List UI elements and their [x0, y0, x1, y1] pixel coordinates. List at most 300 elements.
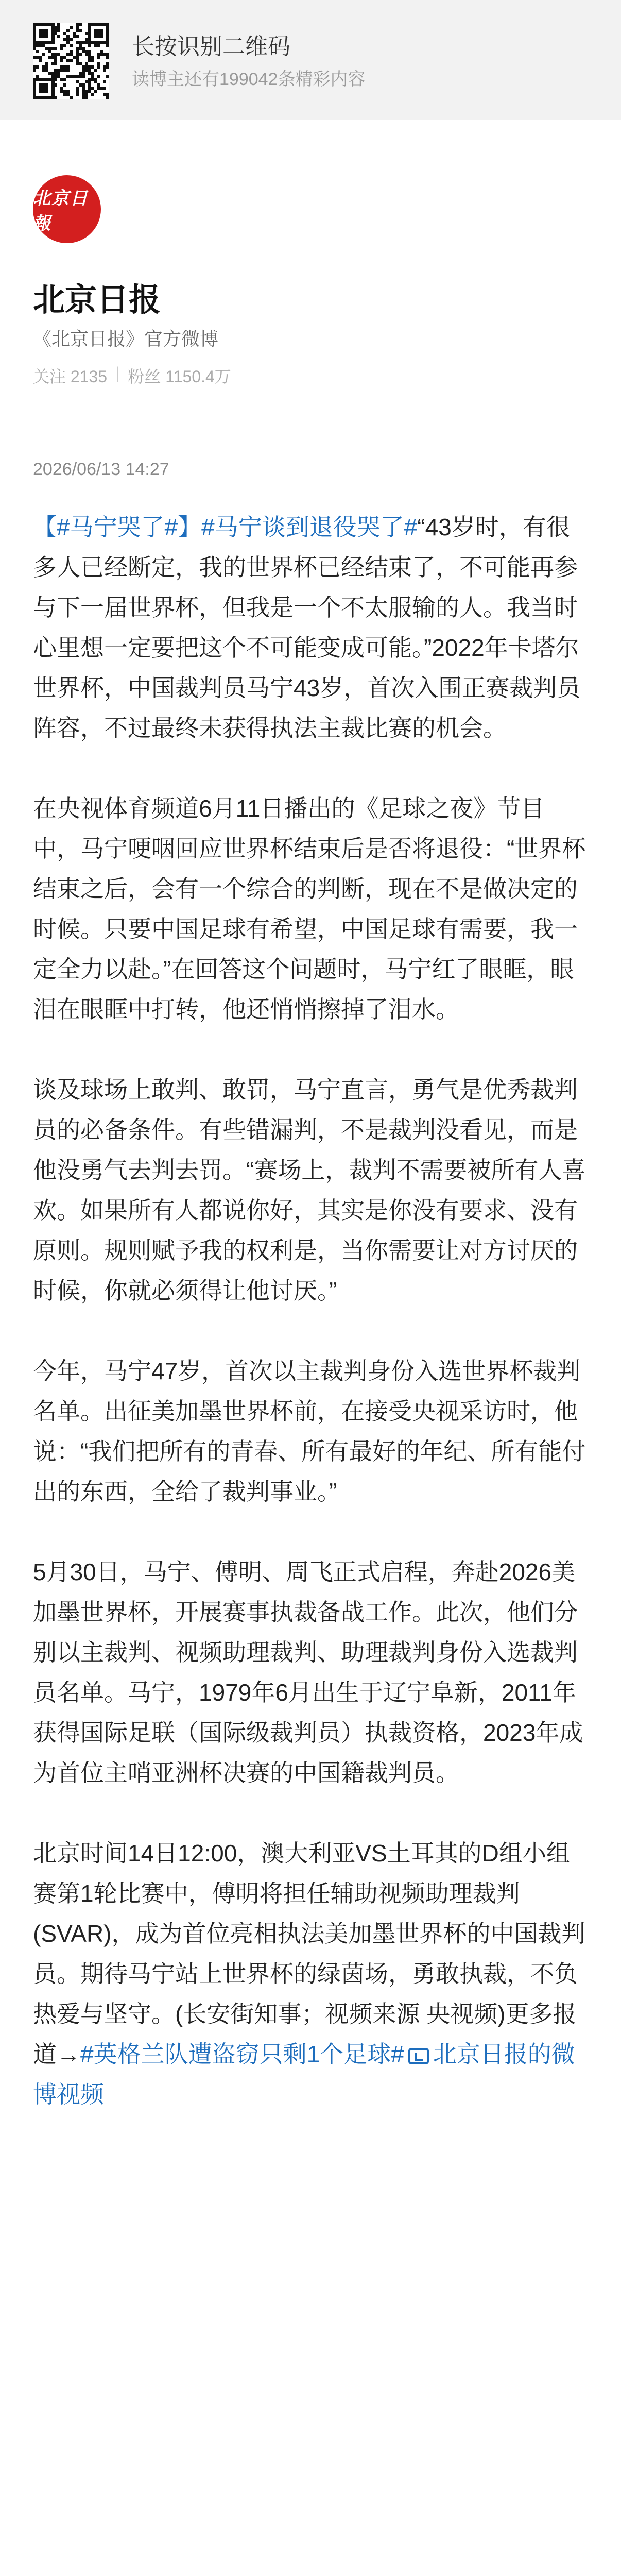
qr-module — [48, 50, 51, 53]
qr-module — [39, 41, 42, 44]
qr-module — [88, 65, 91, 69]
qr-module — [100, 50, 103, 53]
qr-module — [88, 53, 91, 56]
avatar-logo-text: 北京日報 — [33, 188, 89, 234]
qr-module — [51, 83, 55, 87]
qr-module — [70, 53, 73, 56]
qr-module — [48, 72, 51, 75]
qr-module — [39, 23, 42, 26]
qr-module — [76, 93, 79, 96]
qr-module — [42, 83, 45, 87]
qr-module — [54, 59, 57, 62]
qr-module — [54, 53, 57, 56]
qr-module — [76, 35, 79, 38]
qr-module — [76, 41, 79, 44]
qr-module — [57, 75, 60, 78]
qr-module — [66, 29, 70, 32]
qr-module — [88, 69, 91, 72]
qr-module — [45, 69, 48, 72]
qr-module — [88, 59, 91, 62]
qr-module — [54, 75, 57, 78]
qr-module — [54, 96, 57, 99]
qr-module — [39, 56, 42, 59]
qr-module — [106, 56, 109, 59]
qr-module — [48, 96, 51, 99]
qr-module — [82, 90, 85, 93]
hashtag-link[interactable]: #英格兰队遭盗窃只剩1个足球# — [80, 2041, 404, 2067]
qr-module — [57, 53, 60, 56]
qr-module — [45, 83, 48, 87]
qr-module — [97, 56, 100, 59]
qr-module — [63, 93, 66, 96]
qr-module — [33, 69, 36, 72]
qr-module — [79, 23, 82, 26]
qr-module — [106, 38, 109, 41]
qr-module — [82, 93, 85, 96]
qr-module — [103, 80, 106, 83]
qr-module — [97, 44, 100, 47]
qr-module — [97, 29, 100, 32]
qr-module — [60, 78, 63, 81]
paragraph-1 — [33, 507, 588, 748]
qr-module — [103, 87, 106, 90]
qr-module — [66, 69, 70, 72]
qr-module — [39, 83, 42, 87]
qr-module — [76, 62, 79, 65]
qr-module — [45, 87, 48, 90]
qr-module — [97, 32, 100, 35]
qr-module — [39, 87, 42, 90]
qr-module — [51, 38, 55, 41]
qr-module — [63, 83, 66, 87]
qr-module — [60, 87, 63, 90]
qr-module — [42, 90, 45, 93]
qr-module — [39, 59, 42, 62]
profile-stats — [33, 364, 231, 387]
qr-module — [51, 80, 55, 83]
qr-module — [79, 53, 82, 56]
qr-module — [33, 80, 36, 83]
qr-module — [63, 78, 66, 81]
qr-module — [60, 59, 63, 62]
qr-module — [82, 96, 85, 99]
video-link-icon — [408, 2048, 429, 2064]
qr-module — [33, 26, 36, 29]
qr-module — [51, 78, 55, 81]
qr-module — [79, 41, 82, 44]
qr-module — [85, 90, 88, 93]
qr-module — [76, 29, 79, 32]
qr-module — [33, 78, 36, 81]
qr-module — [82, 47, 85, 50]
qr-module — [97, 87, 100, 90]
qr-module — [88, 38, 91, 41]
qr-module — [73, 56, 76, 59]
qr-module — [45, 41, 48, 44]
qr-module — [106, 53, 109, 56]
avatar[interactable] — [33, 175, 101, 243]
qr-module — [54, 83, 57, 87]
qr-module — [91, 41, 94, 44]
qr-module — [51, 96, 55, 99]
qr-module — [39, 32, 42, 35]
qr-module — [76, 50, 79, 53]
qr-module — [85, 32, 88, 35]
qr-module — [33, 23, 36, 26]
qr-module — [76, 53, 79, 56]
qr-module — [106, 29, 109, 32]
qr-module — [97, 41, 100, 44]
qr-module — [45, 32, 48, 35]
qr-module — [42, 41, 45, 44]
qr-module — [54, 72, 57, 75]
qr-module — [42, 87, 45, 90]
qr-module — [79, 62, 82, 65]
qr-module — [85, 80, 88, 83]
qr-module — [48, 23, 51, 26]
qr-module — [42, 69, 45, 72]
qr-module — [66, 41, 70, 44]
qr-module — [94, 41, 97, 44]
profile-description: 《北京日报》官方微博 — [33, 328, 219, 349]
qr-module — [66, 59, 70, 62]
qr-module — [70, 75, 73, 78]
qr-module — [88, 41, 91, 44]
qr-module — [76, 23, 79, 26]
qr-module — [63, 56, 66, 59]
paragraph-3: 谈及球场上敢判、敢罚，马宁直言，勇气是优秀裁判员的必备条件。有些错漏判，不是裁判没看见，而是他没勇气去判去罚。“赛场上，裁判不需要被所有人喜欢。如果所有人都说你好，其实是你没有要求、没有原则。规则赋予我的权利是，当你需要让对方讨厌的时候，你就必须得让他讨厌。” — [33, 1076, 586, 1304]
qr-module — [88, 80, 91, 83]
qr-module — [91, 87, 94, 90]
qr-module — [94, 35, 97, 38]
qr-module — [94, 23, 97, 26]
stat-separator: | — [115, 364, 120, 382]
qr-module — [51, 26, 55, 29]
qr-module — [106, 35, 109, 38]
qr-module — [82, 41, 85, 44]
qr-module — [33, 87, 36, 90]
qr-code[interactable] — [33, 23, 109, 99]
qr-module — [60, 47, 63, 50]
qr-module — [97, 65, 100, 69]
qr-module — [63, 90, 66, 93]
qr-module — [66, 35, 70, 38]
qr-module — [48, 56, 51, 59]
qr-module — [103, 41, 106, 44]
qr-module — [39, 78, 42, 81]
qr-module — [85, 50, 88, 53]
qr-module — [42, 65, 45, 69]
qr-module — [36, 50, 39, 53]
qr-module — [42, 32, 45, 35]
qr-module — [45, 78, 48, 81]
fans-count[interactable]: 粉丝 1150.4万 — [128, 367, 231, 386]
qr-module — [85, 41, 88, 44]
qr-module — [100, 32, 103, 35]
qr-module — [88, 56, 91, 59]
paragraph-text: 北京时间14日12:00，澳大利亚VS土耳其的D组小组赛第1轮比赛中，傅明将担任辅助视频助理裁判(SVAR)，成为首位亮相执法美加墨世界杯的中国裁判员。期待马宁站上世界杯的绿茵场，勇敢执裁，不负热爱与坚守。(长安街知事；视频来源 央视频)更多报道→ — [33, 1840, 585, 2067]
qr-module — [60, 65, 63, 69]
qr-module — [91, 56, 94, 59]
qr-module — [57, 26, 60, 29]
qr-module — [48, 78, 51, 81]
qr-module — [76, 59, 79, 62]
profile-name[interactable]: 北京日报 — [33, 282, 161, 318]
qr-module — [94, 29, 97, 32]
qr-module — [91, 59, 94, 62]
qr-module — [57, 29, 60, 32]
qr-module — [42, 29, 45, 32]
qr-module — [106, 65, 109, 69]
qr-module — [39, 35, 42, 38]
qr-module — [60, 69, 63, 72]
hashtag-link[interactable]: #马宁谈到退役哭了# — [201, 514, 418, 540]
qr-module — [91, 23, 94, 26]
qr-module — [88, 83, 91, 87]
qr-module — [94, 80, 97, 83]
qr-module — [91, 72, 94, 75]
qr-module — [91, 78, 94, 81]
qr-module — [60, 90, 63, 93]
qr-module — [82, 83, 85, 87]
qr-module — [57, 69, 60, 72]
qr-module — [106, 41, 109, 44]
qr-module — [88, 26, 91, 29]
qr-module — [54, 32, 57, 35]
qr-module — [106, 26, 109, 29]
qr-module — [39, 29, 42, 32]
qr-module — [70, 44, 73, 47]
qr-module — [85, 53, 88, 56]
qr-module — [82, 65, 85, 69]
qr-module — [100, 53, 103, 56]
qr-module — [76, 75, 79, 78]
qr-module — [33, 35, 36, 38]
qr-module — [88, 32, 91, 35]
paragraph-5: 5月30日，马宁、傅明、周飞正式启程，奔赴2026美加墨世界杯，开展赛事执裁备战工作。此次，他们分别以主裁判、视频助理裁判、助理裁判身份入选裁判员名单。马宁，1979年6月出生于辽宁阜新，2011年获得国际足联（国际级裁判员）执裁资格，2023年成为首位主哨亚洲杯决赛的中国籍裁判员。 — [33, 1558, 583, 1786]
qr-module — [79, 75, 82, 78]
paragraph-text: “43岁时，有很多人已经断定，我的世界杯已经结束了，不可能再参与下一届世界杯，但我是一个不太服输的人。我当时心里想一定要把这个不可能变成可能。”2022年卡塔尔世界杯，中国裁判员马宁43岁，首次入围正赛裁判员阵容，不过最终未获得执法主裁比赛的机会。 — [33, 514, 581, 741]
qr-module — [97, 53, 100, 56]
qr-module — [57, 72, 60, 75]
qr-module — [88, 50, 91, 53]
qr-module — [48, 47, 51, 50]
follow-count[interactable]: 关注 2135 — [33, 367, 108, 386]
qr-module — [76, 26, 79, 29]
qr-module — [79, 44, 82, 47]
qr-module — [39, 96, 42, 99]
qr-module — [82, 69, 85, 72]
qr-module — [79, 29, 82, 32]
qr-module — [51, 56, 55, 59]
qr-module — [97, 75, 100, 78]
qr-module — [82, 75, 85, 78]
qr-module — [51, 29, 55, 32]
qr-module — [97, 23, 100, 26]
qr-module — [66, 65, 70, 69]
paragraph-6 — [33, 1833, 588, 2114]
qr-module — [85, 62, 88, 65]
qr-module — [36, 41, 39, 44]
qr-module — [66, 38, 70, 41]
qr-module — [76, 47, 79, 50]
qr-module — [70, 96, 73, 99]
qr-module — [36, 96, 39, 99]
post-body — [33, 507, 588, 2155]
qr-module — [36, 78, 39, 81]
qr-module — [79, 83, 82, 87]
qr-module — [45, 47, 48, 50]
qr-module — [54, 47, 57, 50]
qr-module — [88, 23, 91, 26]
qr-module — [66, 75, 70, 78]
qr-module — [36, 56, 39, 59]
qr-module — [70, 50, 73, 53]
qr-module — [63, 32, 66, 35]
qr-module — [51, 53, 55, 56]
qr-module — [94, 69, 97, 72]
qr-module — [88, 87, 91, 90]
qr-module — [51, 35, 55, 38]
video-link[interactable]: 北京日报的微博视频 — [33, 2041, 575, 2108]
banner-title: 长按识别二维码 — [132, 34, 290, 59]
qr-module — [70, 38, 73, 41]
qr-module — [106, 23, 109, 26]
qr-module — [100, 87, 103, 90]
qr-module — [79, 47, 82, 50]
qr-module — [100, 41, 103, 44]
qr-module — [66, 93, 70, 96]
qr-module — [106, 96, 109, 99]
qr-module — [51, 47, 55, 50]
qr-module — [100, 29, 103, 32]
qr-module — [100, 35, 103, 38]
qr-module — [42, 53, 45, 56]
qr-module — [103, 53, 106, 56]
qr-module — [103, 65, 106, 69]
hashtag-link[interactable]: 【#马宁哭了#】 — [33, 514, 202, 540]
qr-module — [51, 75, 55, 78]
qr-module — [103, 23, 106, 26]
qr-module — [94, 78, 97, 81]
qr-module — [79, 72, 82, 75]
qr-module — [36, 23, 39, 26]
qr-module — [91, 65, 94, 69]
qr-module — [45, 29, 48, 32]
qr-module — [33, 56, 36, 59]
qr-module — [76, 80, 79, 83]
qr-module — [42, 44, 45, 47]
qr-module — [85, 38, 88, 41]
qr-module — [73, 32, 76, 35]
qr-module — [63, 69, 66, 72]
qr-module — [33, 65, 36, 69]
qr-module — [73, 75, 76, 78]
qr-module — [33, 38, 36, 41]
paragraph-2: 在央视体育频道6月11日播出的《足球之夜》节目中，马宁哽咽回应世界杯结束后是否将退役：“世界杯结束之后，会有一个综合的判断，现在不是做决定的时候。只要中国足球有希望，中国足球有需要，我一定全力以赴。”在回答这个问题时，马宁红了眼眶，眼泪在眼眶中打转，他还悄悄擦掉了泪水。 — [33, 795, 586, 1023]
top-qr-banner — [0, 0, 621, 120]
post-date: 2026/06/13 14:27 — [33, 460, 169, 479]
qr-module — [51, 90, 55, 93]
qr-module — [103, 93, 106, 96]
qr-module — [33, 90, 36, 93]
qr-module — [88, 29, 91, 32]
qr-module — [88, 44, 91, 47]
qr-module — [42, 78, 45, 81]
qr-module — [76, 56, 79, 59]
qr-module — [106, 44, 109, 47]
qr-module — [39, 90, 42, 93]
qr-module — [82, 50, 85, 53]
qr-module — [106, 62, 109, 65]
qr-module — [33, 83, 36, 87]
qr-module — [88, 35, 91, 38]
qr-module — [91, 93, 94, 96]
qr-module — [100, 23, 103, 26]
qr-module — [45, 62, 48, 65]
qr-module — [97, 62, 100, 65]
qr-module — [60, 44, 63, 47]
qr-module — [33, 47, 36, 50]
qr-module — [36, 75, 39, 78]
qr-module — [51, 41, 55, 44]
qr-module — [42, 35, 45, 38]
qr-module — [70, 59, 73, 62]
qr-module — [63, 38, 66, 41]
qr-module — [45, 23, 48, 26]
qr-module — [106, 93, 109, 96]
qr-module — [54, 62, 57, 65]
qr-module — [70, 26, 73, 29]
qr-module — [106, 32, 109, 35]
qr-module — [42, 96, 45, 99]
qr-module — [60, 56, 63, 59]
qr-module — [51, 32, 55, 35]
qr-module — [76, 90, 79, 93]
qr-module — [51, 62, 55, 65]
qr-module — [63, 44, 66, 47]
qr-module — [82, 72, 85, 75]
qr-module — [54, 69, 57, 72]
qr-module — [97, 83, 100, 87]
qr-module — [51, 93, 55, 96]
qr-module — [36, 65, 39, 69]
qr-module — [33, 96, 36, 99]
qr-module — [57, 23, 60, 26]
qr-module — [54, 29, 57, 32]
qr-module — [54, 26, 57, 29]
qr-module — [33, 44, 36, 47]
qr-module — [66, 90, 70, 93]
qr-module — [94, 32, 97, 35]
qr-module — [51, 72, 55, 75]
qr-module — [36, 44, 39, 47]
qr-module — [94, 90, 97, 93]
qr-module — [57, 35, 60, 38]
qr-module — [33, 29, 36, 32]
qr-module — [88, 90, 91, 93]
qr-module — [76, 87, 79, 90]
qr-module — [51, 23, 55, 26]
qr-module — [85, 65, 88, 69]
qr-module — [51, 87, 55, 90]
qr-module — [82, 87, 85, 90]
qr-module — [54, 56, 57, 59]
qr-module — [66, 53, 70, 56]
banner-subtitle: 读博主还有199042条精彩内容 — [132, 70, 366, 89]
qr-module — [91, 75, 94, 78]
qr-module — [45, 65, 48, 69]
